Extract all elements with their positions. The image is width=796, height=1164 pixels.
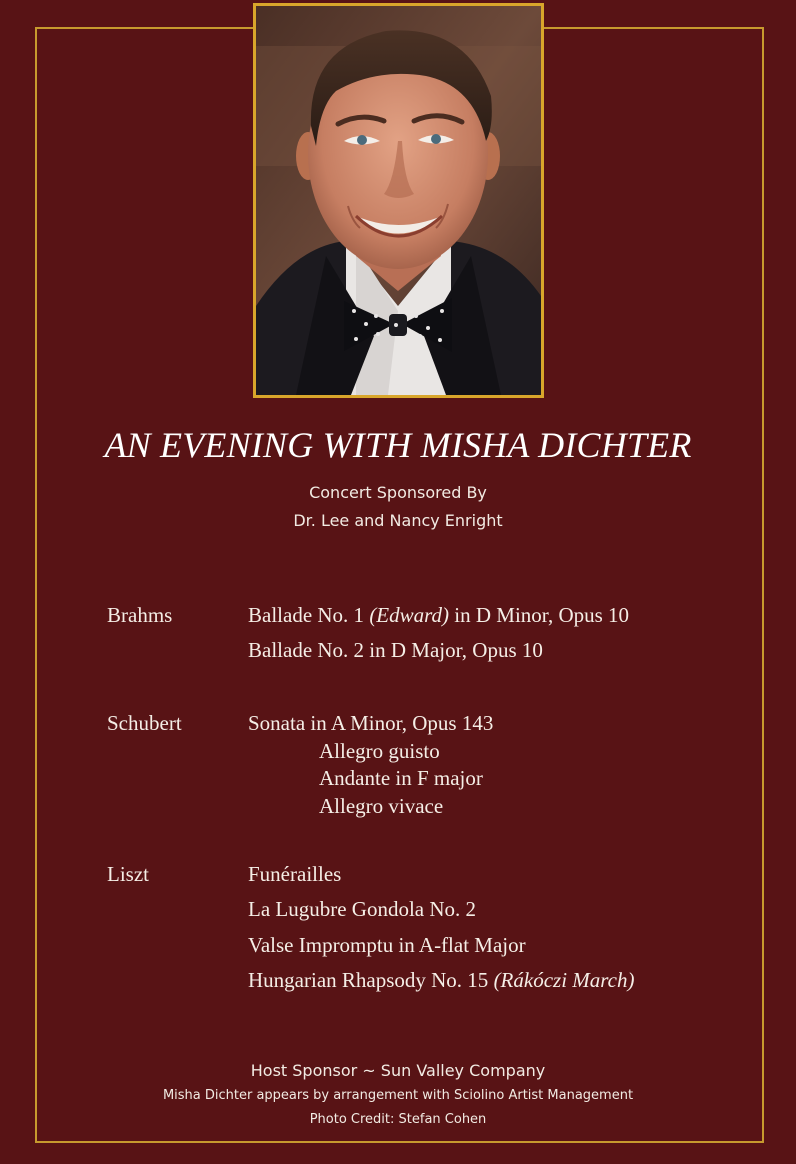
movement-item: Andante in F major	[319, 766, 483, 790]
piece-liszt-3: Valse Impromptu in A-flat Major	[248, 933, 526, 957]
composer-schubert: Schubert	[107, 711, 182, 735]
movement-item: Allegro guisto	[319, 739, 440, 763]
artist-management-note: Misha Dichter appears by arrangement with Sciolino Artist Management	[162, 1088, 634, 1103]
piece-nickname: (Edward)	[369, 603, 450, 627]
composer-liszt: Liszt	[107, 862, 149, 886]
host-sponsor: Host Sponsor ~ Sun Valley Company	[250, 1061, 546, 1080]
event-title: AN EVENING WITH MISHA DICHTER	[104, 425, 692, 465]
piece-liszt-2: La Lugubre Gondola No. 2	[248, 897, 477, 921]
sponsor-names: Dr. Lee and Nancy Enright	[293, 511, 503, 530]
piece-brahms-ballade-2: Ballade No. 2 in D Major, Opus 10	[248, 638, 543, 662]
composer-brahms: Brahms	[107, 603, 173, 627]
piece-schubert-sonata: Sonata in A Minor, Opus 143	[248, 711, 494, 735]
piece-liszt-1: Funérailles	[248, 862, 342, 886]
piece-nickname: (Rákóczi March)	[493, 968, 635, 992]
movement-item: Allegro vivace	[319, 794, 444, 818]
sponsor-heading: Concert Sponsored By	[309, 483, 487, 502]
piece-brahms-ballade-1	[248, 603, 629, 628]
portrait-photo	[253, 3, 544, 398]
photo-credit: Photo Credit: Stefan Cohen	[309, 1112, 487, 1127]
piece-text: in D Minor, Opus 10	[449, 603, 630, 627]
piece-text: Hungarian Rhapsody No. 15	[248, 968, 494, 992]
piece-text: Ballade No. 1	[248, 603, 370, 627]
piece-liszt-4	[248, 968, 634, 993]
